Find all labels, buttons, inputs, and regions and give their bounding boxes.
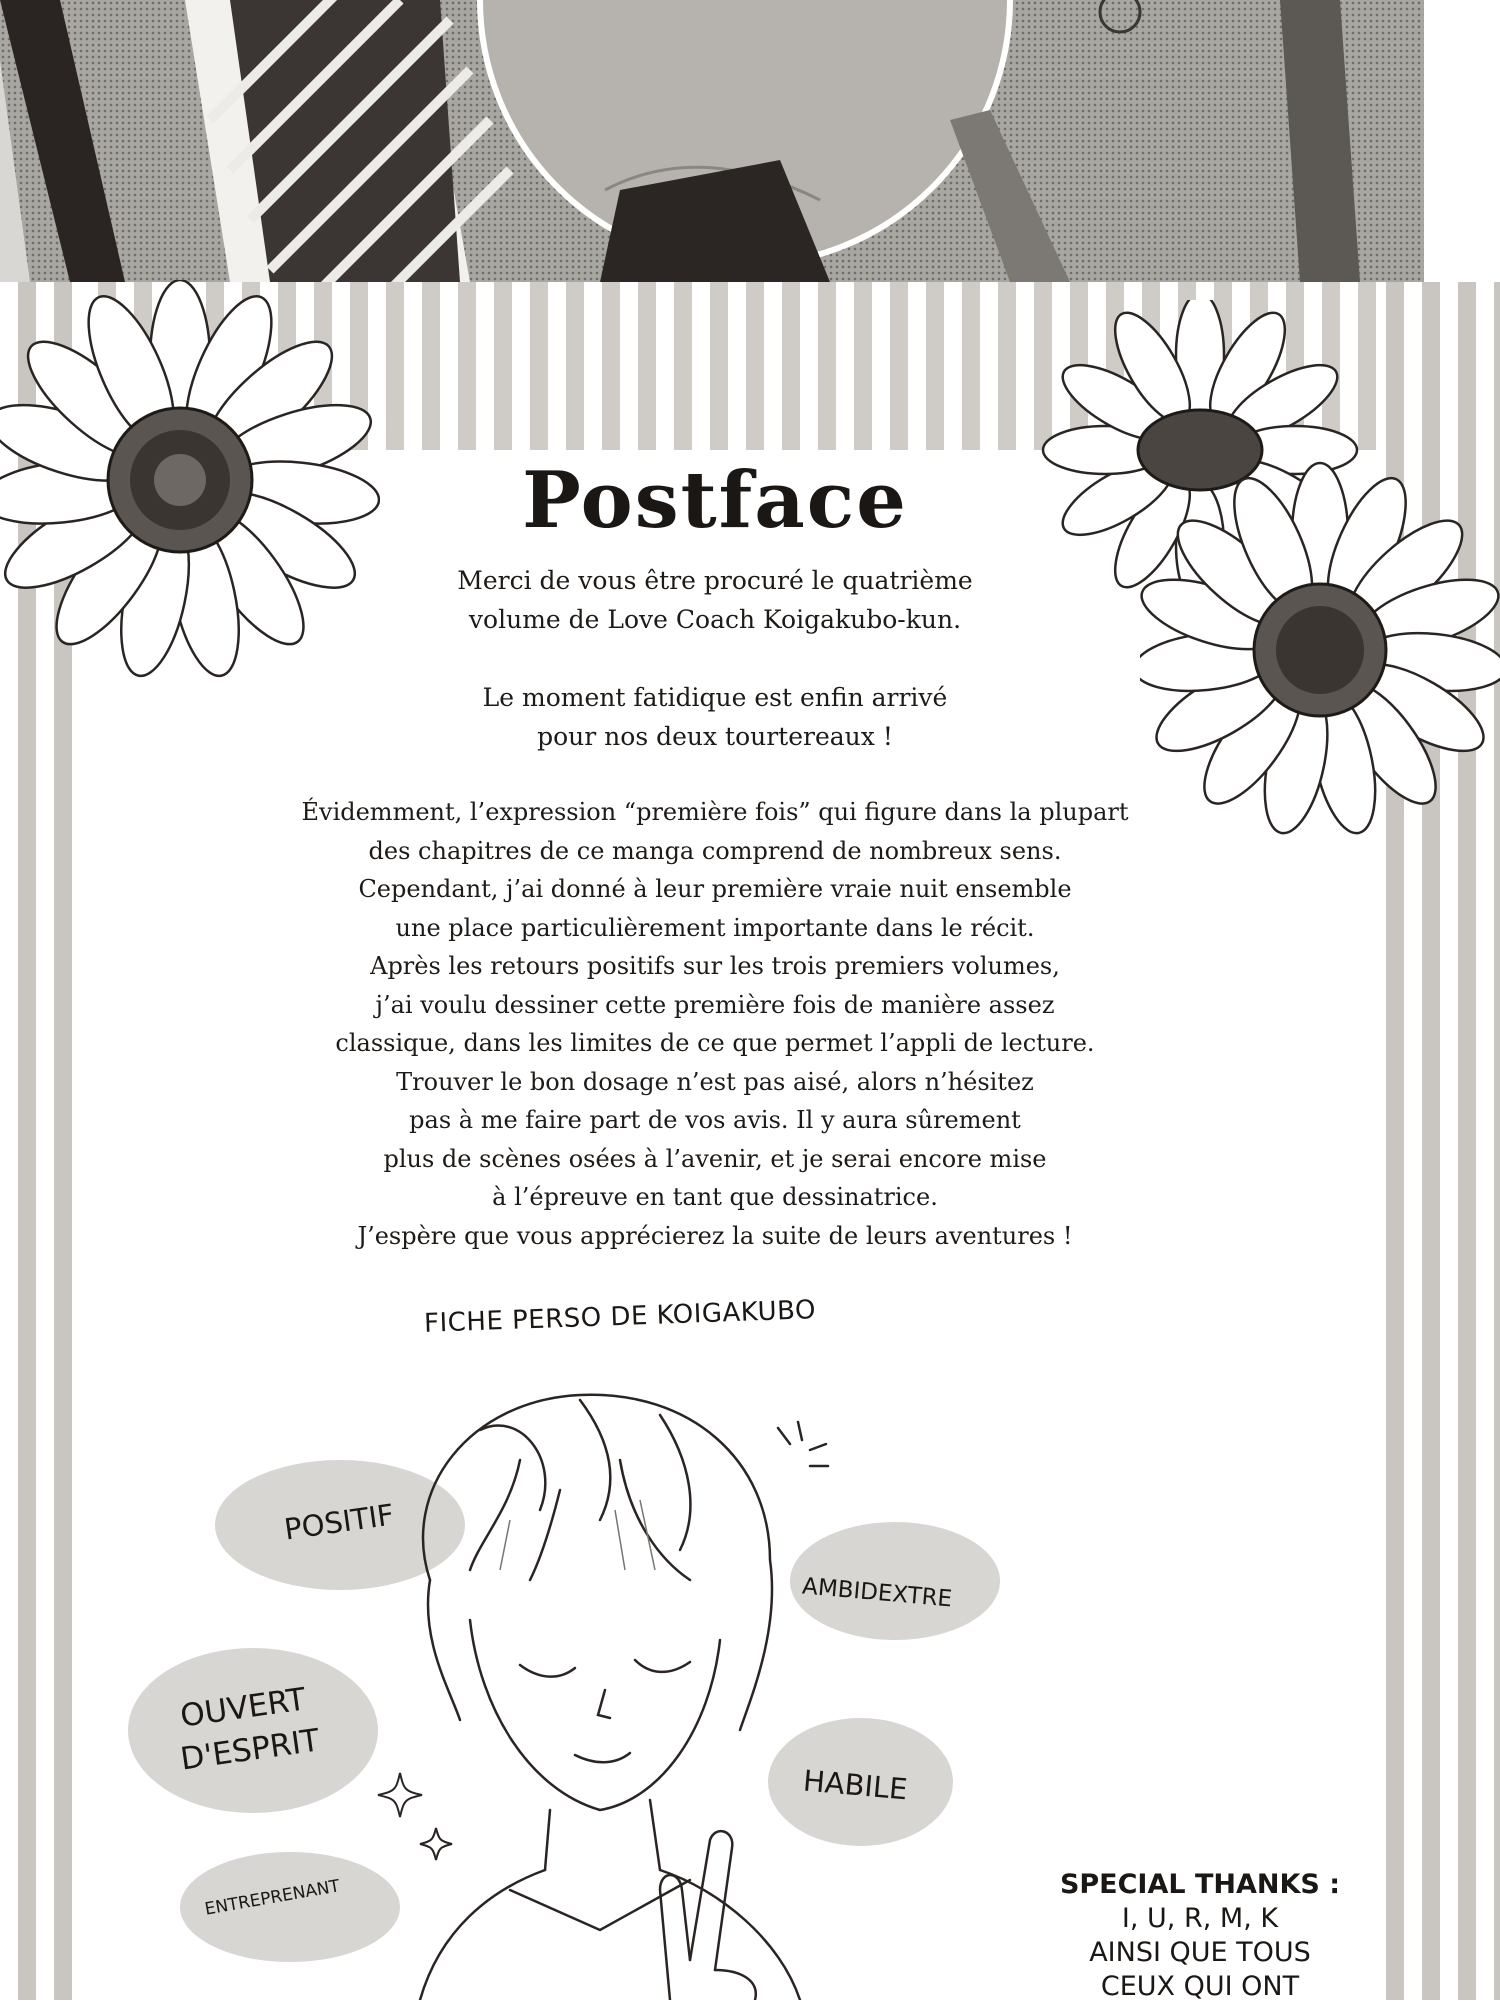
text-line: une place particulièrement importante dans le récit.	[395, 913, 1035, 942]
text-line: Merci de vous être procuré le quatrième	[457, 566, 973, 595]
special-thanks	[1010, 1868, 1390, 2004]
top-manga-panel	[0, 0, 1424, 282]
text-line: J’espère que vous apprécierez la suite de leurs aventures !	[357, 1221, 1073, 1250]
text-line: classique, dans les limites de ce que permet l’appli de lecture.	[335, 1029, 1095, 1057]
text-line: j’ai voulu dessiner cette première fois de manière assez	[375, 990, 1055, 1019]
text-line: des chapitres de ce manga comprend de nombreux sens.	[368, 836, 1062, 865]
text-line: plus de scènes osées à l’avenir, et je serai encore mise	[383, 1144, 1047, 1173]
thanks-line: CEUX QUI ONT	[1100, 1971, 1300, 2002]
thanks-line: AINSI QUE TOUS	[1089, 1937, 1311, 1968]
text-line: pour nos deux tourtereaux !	[537, 721, 893, 751]
text-line: Cependant, j’ai donné à leur première vraie nuit ensemble	[358, 875, 1072, 903]
sparkle-icon	[418, 1826, 454, 1862]
text-line: Le moment fatidique est enfin arrivé	[482, 683, 948, 712]
emphasis-lines-icon	[770, 1420, 830, 1490]
text-line: Trouver le bon dosage n’est pas aisé, alors n’hésitez	[396, 1067, 1034, 1096]
page-title: Postface	[522, 455, 908, 546]
trait-label: HABILE	[801, 1763, 909, 1807]
sparkle-icon	[375, 1770, 425, 1820]
manga-panel-art	[0, 0, 1424, 282]
postface-paragraph	[250, 793, 1180, 1255]
text-line: Après les retours positifs sur les trois premiers volumes,	[370, 952, 1060, 980]
trait-label: POSITIF	[282, 1497, 397, 1547]
text-line: pas à me faire part de vos avis. Il y aura sûrement	[409, 1106, 1021, 1134]
trait-label: AMBIDEXTRE	[801, 1573, 954, 1613]
profile-heading: FICHE PERSO DE KOIGAKUBO	[423, 1295, 817, 1339]
trait-label: D'ESPRIT	[178, 1722, 322, 1778]
text-line: Évidemment, l’expression “première fois” qui figure dans la plupart	[301, 798, 1129, 826]
trait-label: OUVERT	[178, 1681, 309, 1735]
trait-label: ENTREPRENANT	[203, 1876, 342, 1920]
thanks-line: SPECIAL THANKS :	[1059, 1869, 1341, 1900]
thanks-line: I, U, R, M, K	[1121, 1903, 1279, 1934]
text-line: à l’épreuve en tant que dessinatrice.	[492, 1183, 938, 1211]
text-line: volume de Love Coach Koigakubo-kun.	[468, 604, 962, 634]
character-illustration	[360, 1370, 820, 2000]
postface-paragraph	[250, 679, 1180, 756]
postface-paragraph	[250, 562, 1180, 639]
